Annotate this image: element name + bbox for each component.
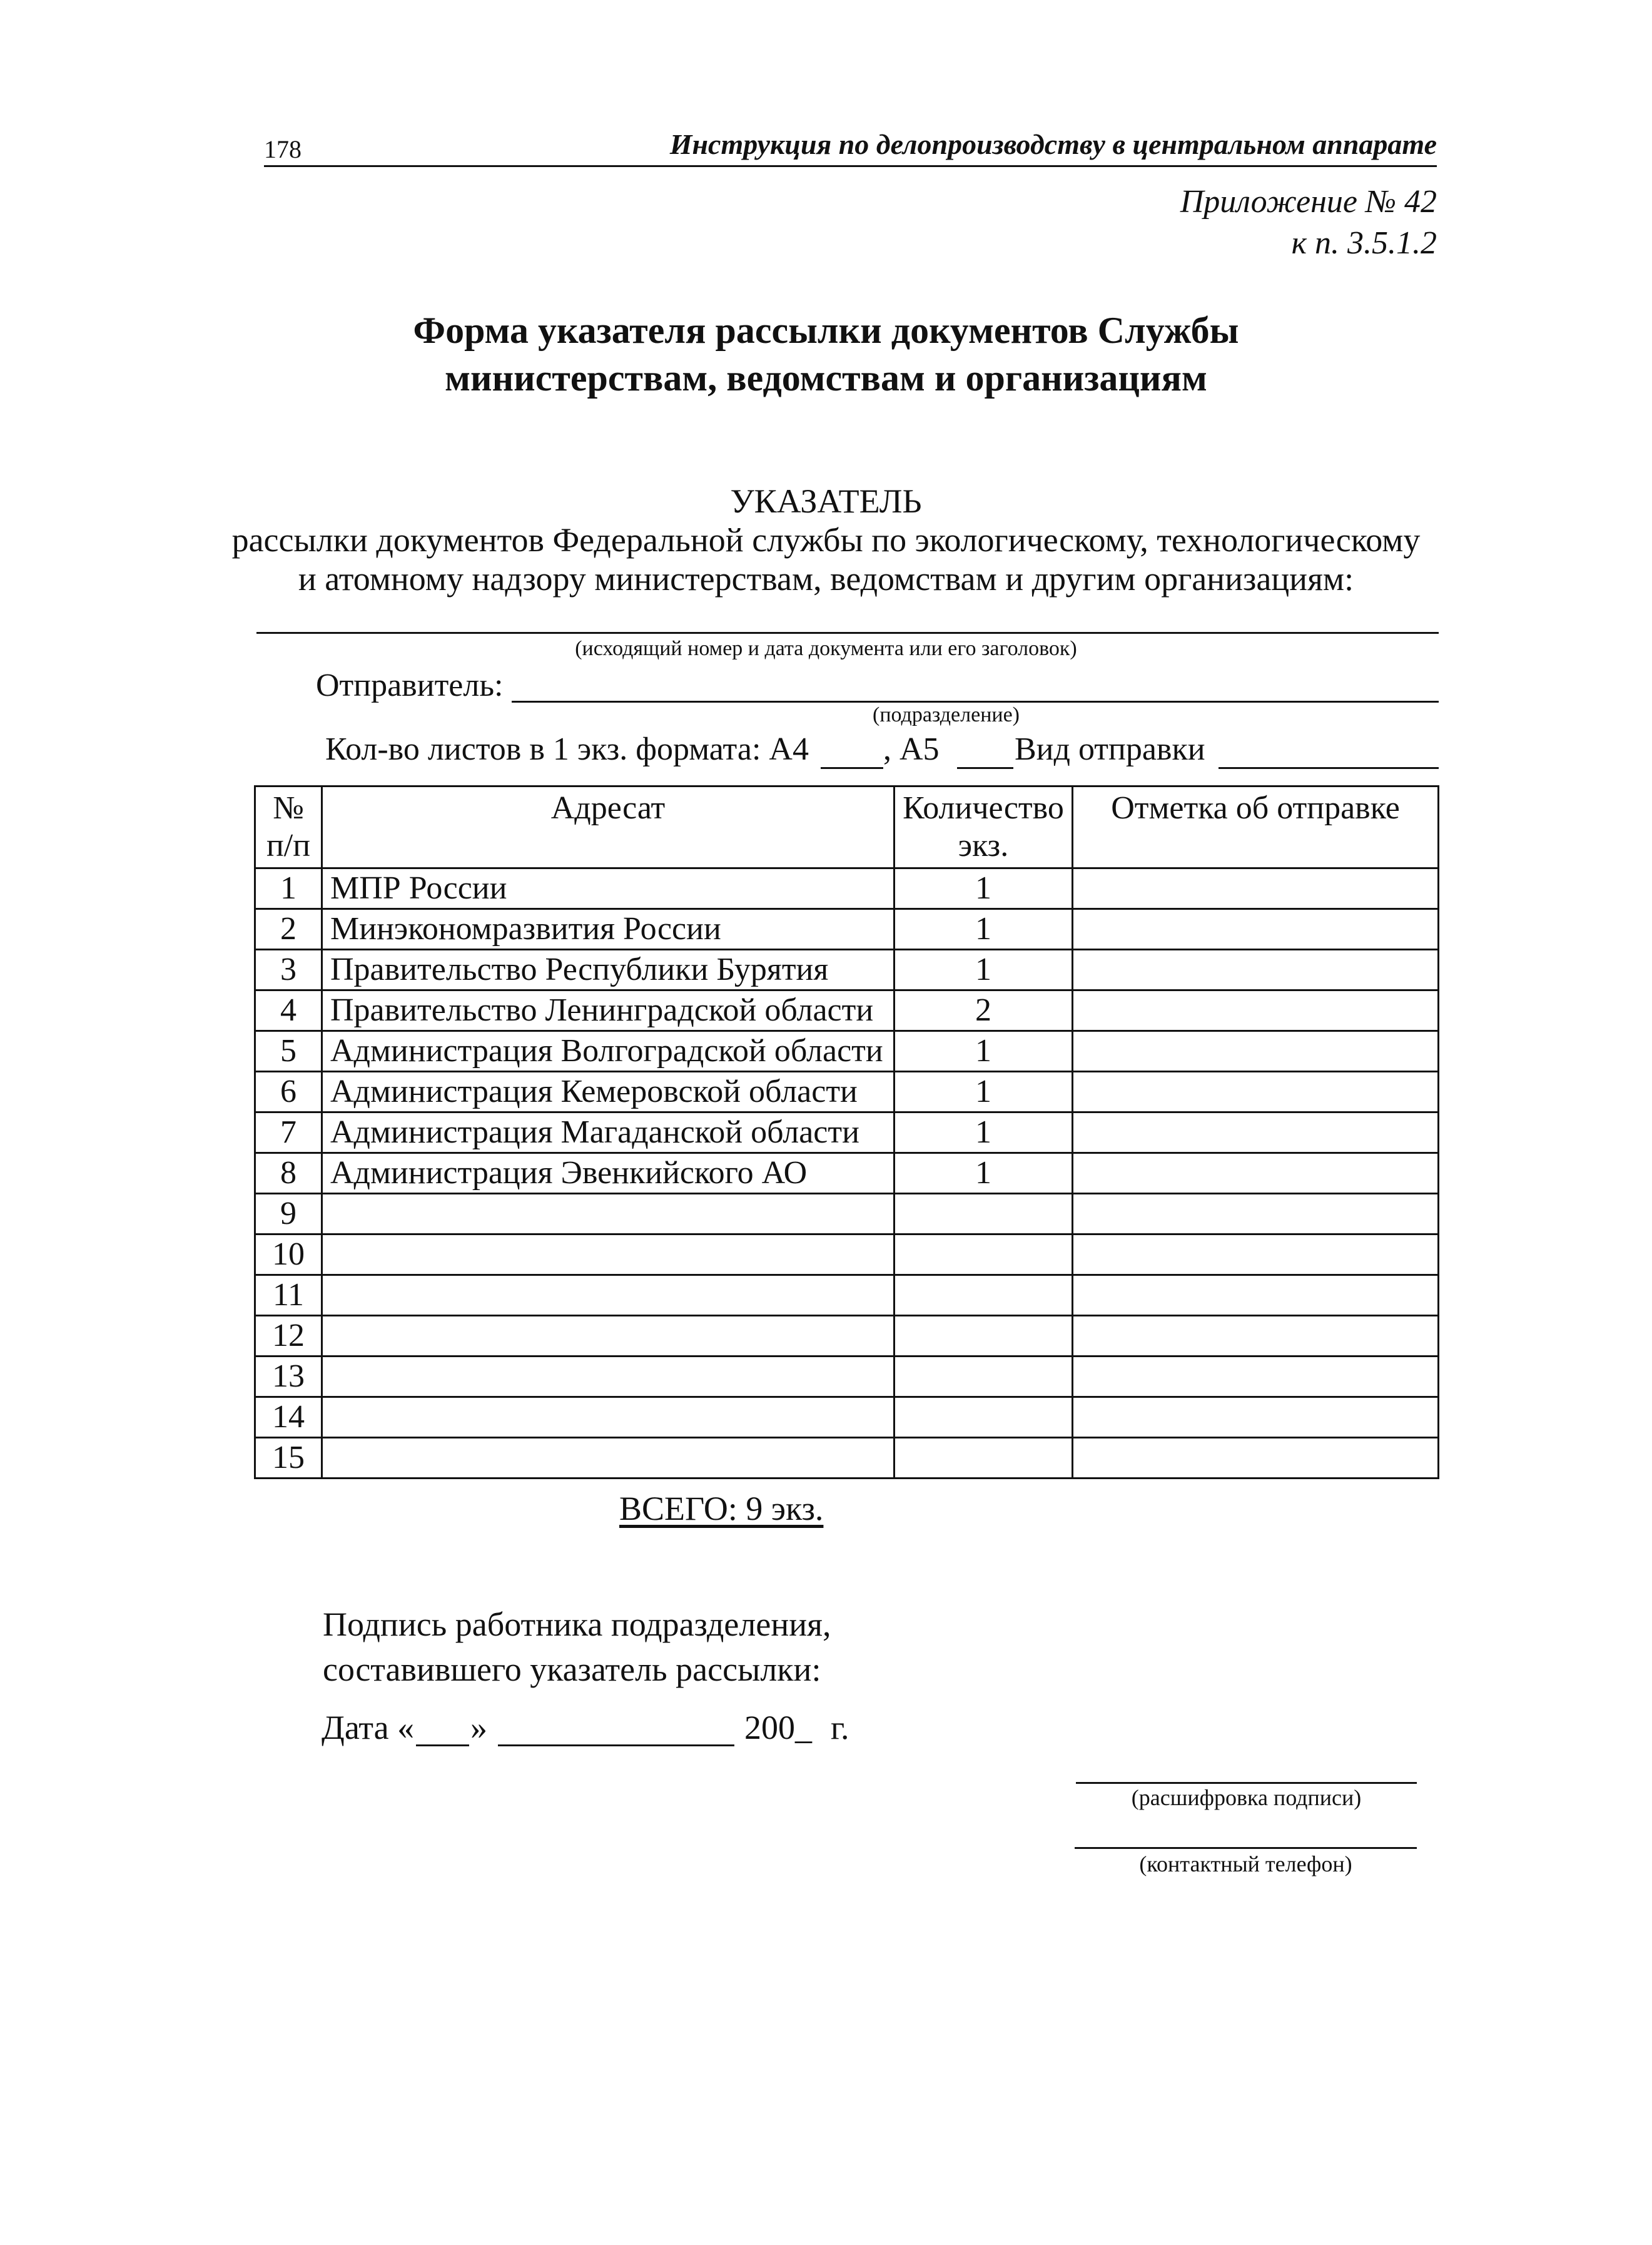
date-day-line (416, 1744, 469, 1746)
table-header-row (255, 787, 1439, 868)
table-row (255, 1194, 1439, 1234)
page-number: 178 (264, 135, 302, 163)
row-mark (1073, 990, 1439, 1031)
date-label: Дата « (322, 1709, 415, 1746)
row-quantity (894, 1194, 1073, 1234)
row-quantity (894, 1316, 1073, 1357)
sender-line (512, 701, 1439, 703)
row-mark (1073, 1112, 1439, 1153)
form-title-line-2: министерствам, ведомствам и организациям (445, 357, 1207, 399)
row-quantity: 1 (894, 1112, 1073, 1153)
row-mark (1073, 868, 1439, 909)
row-addressee: Администрация Эвенкийского АО (322, 1153, 894, 1194)
table-row (255, 1275, 1439, 1316)
row-addressee (322, 1438, 894, 1479)
row-number: 15 (255, 1438, 322, 1479)
form-title (0, 307, 1652, 402)
a5-line (957, 767, 1013, 769)
a4-line (821, 767, 883, 769)
row-mark (1073, 1194, 1439, 1234)
header-mark: Отметка об отправке (1073, 787, 1439, 868)
row-number: 13 (255, 1357, 322, 1397)
row-quantity: 1 (894, 1031, 1073, 1072)
date-year-suffix: г. (831, 1709, 849, 1746)
appendix-reference (1180, 181, 1437, 264)
row-quantity: 2 (894, 990, 1073, 1031)
table-row (255, 990, 1439, 1031)
row-number: 7 (255, 1112, 322, 1153)
total-copies: ВСЕГО: 9 экз. (619, 1490, 824, 1527)
row-quantity (894, 1438, 1073, 1479)
row-mark (1073, 1234, 1439, 1275)
row-addressee (322, 1316, 894, 1357)
ukazatel-line-2: и атомному надзору министерствам, ведомствам и другим организациям: (298, 560, 1354, 598)
ukazatel-title: УКАЗАТЕЛЬ (730, 482, 922, 520)
row-quantity: 1 (894, 1153, 1073, 1194)
row-number: 14 (255, 1397, 322, 1438)
sender-label: Отправитель: (316, 668, 504, 703)
row-mark (1073, 1072, 1439, 1112)
date-close-quote: » (470, 1709, 487, 1746)
signature-label (323, 1602, 831, 1692)
row-addressee: Администрация Магаданской области (322, 1112, 894, 1153)
form-title-line-1: Форма указателя рассылки документов Службы (413, 310, 1239, 351)
row-quantity: 1 (894, 909, 1073, 950)
table-row (255, 1316, 1439, 1357)
table-row (255, 950, 1439, 990)
ukazatel-line-1: рассылки документов Федеральной службы по экологическому, технологическому (231, 521, 1421, 559)
contact-phone-line (1075, 1847, 1417, 1849)
row-mark (1073, 1153, 1439, 1194)
row-number: 12 (255, 1316, 322, 1357)
row-addressee: МПР России (322, 868, 894, 909)
appendix-number: Приложение № 42 (1180, 184, 1437, 220)
row-mark (1073, 1438, 1439, 1479)
header-number: № п/п (255, 787, 322, 868)
table-row (255, 868, 1439, 909)
table-row (255, 1031, 1439, 1072)
header-quantity: Количество экз. (894, 787, 1073, 868)
row-mark (1073, 1316, 1439, 1357)
table-row (255, 1438, 1439, 1479)
row-addressee: Администрация Волгоградской области (322, 1031, 894, 1072)
row-quantity (894, 1275, 1073, 1316)
row-number: 8 (255, 1153, 322, 1194)
table-row (255, 1112, 1439, 1153)
row-addressee: Администрация Кемеровской области (322, 1072, 894, 1112)
contact-phone-caption: (контактный телефон) (1139, 1851, 1352, 1876)
row-number: 9 (255, 1194, 322, 1234)
send-type-label: Вид отправки (1015, 731, 1205, 767)
appendix-clause: к п. 3.5.1.2 (1291, 225, 1437, 261)
ukazatel-heading (0, 482, 1652, 598)
table-row (255, 1153, 1439, 1194)
table-row (255, 1397, 1439, 1438)
header-rule (264, 165, 1437, 167)
row-quantity: 1 (894, 868, 1073, 909)
row-mark (1073, 1275, 1439, 1316)
signature-decode-line (1076, 1782, 1417, 1784)
row-mark (1073, 1031, 1439, 1072)
send-type-line (1219, 767, 1439, 769)
sheets-label: Кол-во листов в 1 экз. формата: А4 (325, 731, 809, 767)
row-number: 6 (255, 1072, 322, 1112)
row-number: 1 (255, 868, 322, 909)
sender-caption: (подразделение) (873, 703, 1020, 726)
table-row (255, 1357, 1439, 1397)
row-mark (1073, 950, 1439, 990)
header-addressee: Адресат (322, 787, 894, 868)
row-number: 3 (255, 950, 322, 990)
row-quantity (894, 1234, 1073, 1275)
row-quantity (894, 1357, 1073, 1397)
row-addressee: Правительство Республики Бурятия (322, 950, 894, 990)
date-month-line (498, 1744, 734, 1746)
row-quantity: 1 (894, 950, 1073, 990)
row-number: 2 (255, 909, 322, 950)
row-mark (1073, 1397, 1439, 1438)
row-addressee: Минэкономразвития России (322, 909, 894, 950)
row-quantity (894, 1397, 1073, 1438)
table-row (255, 1234, 1439, 1275)
document-number-caption: (исходящий номер и дата документа или его заголовок) (575, 637, 1077, 660)
row-mark (1073, 909, 1439, 950)
row-number: 11 (255, 1275, 322, 1316)
signature-line-1: Подпись работника подразделения, (323, 1606, 831, 1643)
table-row (255, 909, 1439, 950)
table-row (255, 1072, 1439, 1112)
row-number: 4 (255, 990, 322, 1031)
distribution-table (254, 785, 1439, 1479)
row-addressee (322, 1194, 894, 1234)
document-number-line (256, 632, 1439, 634)
signature-decode-caption: (расшифровка подписи) (1131, 1785, 1362, 1810)
a5-label: , А5 (883, 731, 940, 767)
signature-line-2: составившего указатель рассылки: (323, 1651, 821, 1688)
row-addressee: Правительство Ленинградской области (322, 990, 894, 1031)
row-addressee (322, 1357, 894, 1397)
row-quantity: 1 (894, 1072, 1073, 1112)
row-number: 10 (255, 1234, 322, 1275)
row-addressee (322, 1397, 894, 1438)
date-year: 200_ (744, 1709, 812, 1746)
row-mark (1073, 1357, 1439, 1397)
row-addressee (322, 1275, 894, 1316)
row-number: 5 (255, 1031, 322, 1072)
running-title: Инструкция по делопроизводству в центральном аппарате (669, 128, 1437, 160)
row-addressee (322, 1234, 894, 1275)
